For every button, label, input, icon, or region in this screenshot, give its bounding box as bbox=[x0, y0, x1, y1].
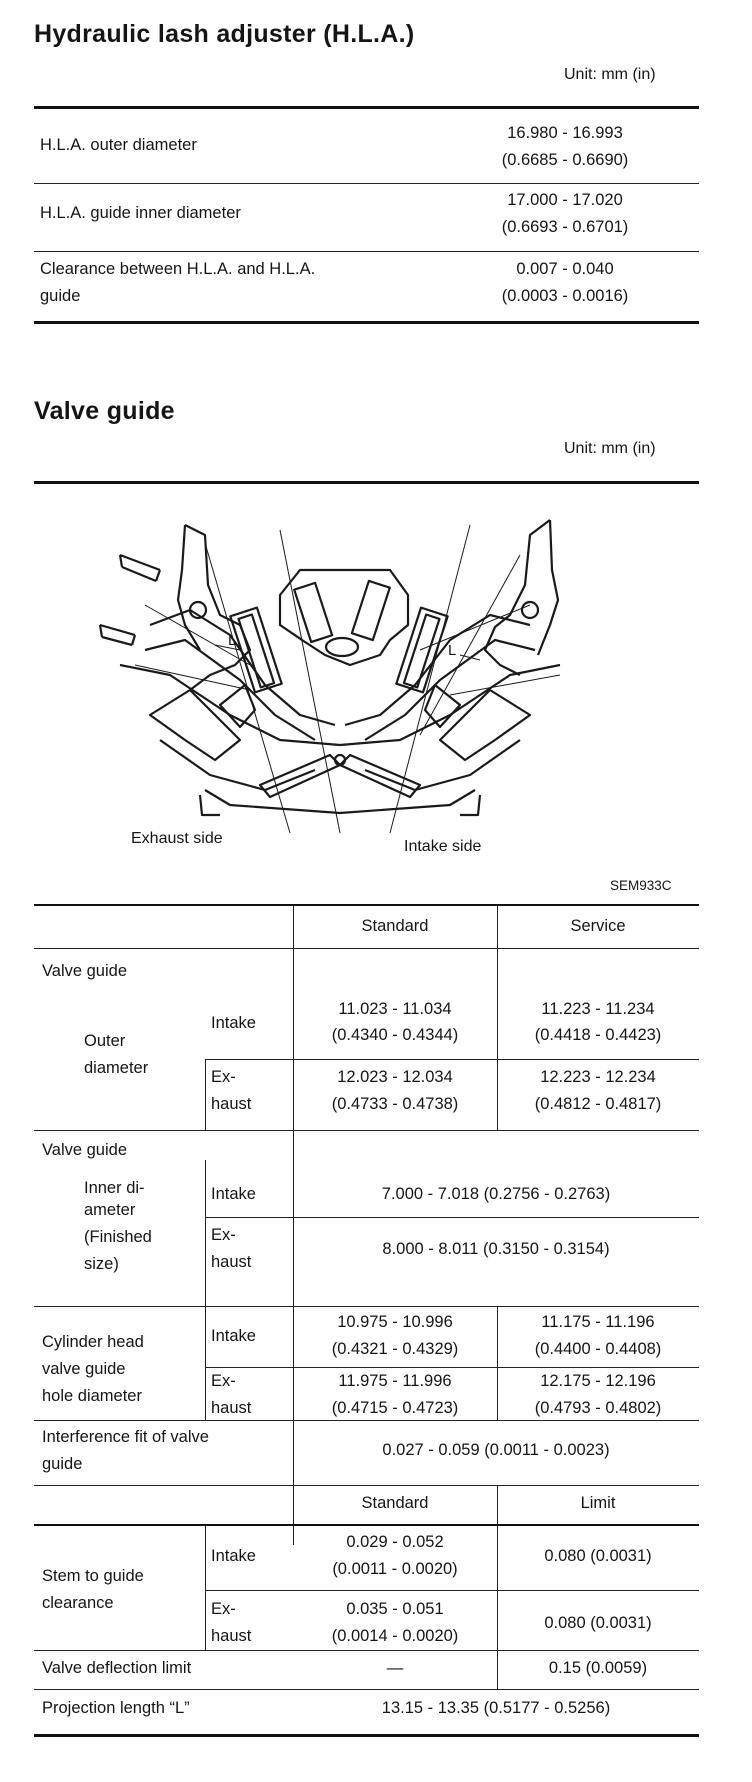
inner-sub-line3: (Finished bbox=[84, 1228, 152, 1246]
hla-row1-label: H.L.A. outer diameter bbox=[40, 136, 197, 154]
hole-label-line1: Cylinder head bbox=[42, 1333, 144, 1351]
interference-value: 0.027 - 0.059 (0.0011 - 0.0023) bbox=[382, 1441, 610, 1459]
projection-value: 13.15 - 13.35 (0.5177 - 0.5256) bbox=[381, 1699, 611, 1717]
outer-mid-line bbox=[205, 1059, 699, 1060]
outer-intake-label: Intake bbox=[211, 1014, 256, 1032]
figure-label-l-right: L bbox=[448, 642, 457, 659]
stem-intake-limit: 0.080 (0.0031) bbox=[544, 1547, 652, 1565]
hla-divider-1 bbox=[34, 183, 699, 184]
hla-row3-value1: 0.007 - 0.040 bbox=[516, 260, 614, 278]
header-underline bbox=[34, 948, 699, 949]
hole-bottom-line bbox=[34, 1420, 699, 1421]
outer-group-label: Valve guide bbox=[42, 962, 128, 980]
header-service: Service bbox=[570, 917, 626, 935]
outer-sub-vline bbox=[205, 1060, 206, 1130]
inner-sub-vline bbox=[205, 1160, 206, 1306]
stem-bottom-line bbox=[34, 1650, 699, 1651]
inner-bottom-line bbox=[34, 1306, 699, 1307]
outer-exhaust-label-1: Ex- bbox=[211, 1068, 236, 1086]
inner-sub-line4: size) bbox=[84, 1255, 119, 1273]
outer-intake-svc-1: 11.223 - 11.234 bbox=[541, 1000, 655, 1018]
inner-exhaust-label-2: haust bbox=[211, 1253, 252, 1271]
hla-row3-label-line2: guide bbox=[40, 287, 81, 305]
hla-row2-value1: 17.000 - 17.020 bbox=[507, 191, 623, 209]
stem-intake-label: Intake bbox=[211, 1547, 256, 1565]
header2-standard: Standard bbox=[361, 1494, 429, 1512]
outer-exhaust-std-1: 12.023 - 12.034 bbox=[337, 1068, 453, 1086]
inner-sub-line2: ameter bbox=[84, 1201, 136, 1219]
projection-label: Projection length “L” bbox=[42, 1699, 190, 1717]
hole-intake-std-1: 10.975 - 10.996 bbox=[337, 1313, 453, 1331]
outer-bottom-line bbox=[34, 1130, 699, 1131]
inner-sub-line1: Inner di- bbox=[84, 1179, 145, 1197]
table-bottom-rule bbox=[34, 1734, 699, 1737]
stem-intake-std-2: (0.0011 - 0.0020) bbox=[332, 1560, 458, 1578]
outer-intake-svc-2: (0.4418 - 0.4423) bbox=[534, 1026, 662, 1044]
hla-row2-value2: (0.6693 - 0.6701) bbox=[501, 218, 629, 236]
hla-bottom-rule bbox=[34, 321, 699, 324]
stem-exhaust-label-1: Ex- bbox=[211, 1600, 236, 1618]
stem-exhaust-limit: 0.080 (0.0031) bbox=[544, 1614, 652, 1632]
header-standard: Standard bbox=[361, 917, 429, 935]
figure-code: SEM933C bbox=[610, 878, 672, 893]
hole-intake-label: Intake bbox=[211, 1327, 256, 1345]
stem-label-line1: Stem to guide bbox=[42, 1567, 144, 1585]
deflection-bottom-line bbox=[34, 1689, 699, 1690]
stem-exhaust-std-1: 0.035 - 0.051 bbox=[346, 1600, 444, 1618]
figure-label-l-left: L bbox=[228, 632, 237, 649]
hole-exhaust-std-2: (0.4715 - 0.4723) bbox=[331, 1399, 459, 1417]
hole-exhaust-svc-2: (0.4793 - 0.4802) bbox=[534, 1399, 662, 1417]
stem-exhaust-std-2: (0.0014 - 0.0020) bbox=[331, 1627, 459, 1645]
header2-underline bbox=[34, 1524, 699, 1526]
outer-sub-line1: Outer bbox=[84, 1032, 126, 1050]
stem-mid-line bbox=[205, 1590, 699, 1591]
valve-guide-unit: Unit: mm (in) bbox=[564, 440, 656, 457]
hole-exhaust-std-1: 11.975 - 11.996 bbox=[338, 1372, 452, 1390]
deflection-limit: 0.15 (0.0059) bbox=[548, 1659, 648, 1677]
header2-limit: Limit bbox=[580, 1494, 616, 1512]
inner-exhaust-label-1: Ex- bbox=[211, 1226, 236, 1244]
interference-bottom-line bbox=[34, 1485, 699, 1486]
vline-stem-sub bbox=[205, 1526, 206, 1650]
inner-group-label: Valve guide bbox=[42, 1141, 128, 1159]
hole-intake-svc-2: (0.4400 - 0.4408) bbox=[534, 1340, 662, 1358]
outer-exhaust-std-2: (0.4733 - 0.4738) bbox=[331, 1095, 459, 1113]
hla-unit: Unit: mm (in) bbox=[564, 66, 656, 83]
outer-intake-std-2: (0.4340 - 0.4344) bbox=[331, 1026, 459, 1044]
hole-exhaust-svc-1: 12.175 - 12.196 bbox=[540, 1372, 656, 1390]
stem-exhaust-label-2: haust bbox=[211, 1627, 252, 1645]
hla-top-rule bbox=[34, 106, 699, 109]
valve-guide-title: Valve guide bbox=[34, 397, 175, 425]
interference-label-line2: guide bbox=[42, 1455, 83, 1473]
hla-row2-label: H.L.A. guide inner diameter bbox=[40, 204, 241, 222]
outer-intake-std-1: 11.023 - 11.034 bbox=[338, 1000, 452, 1018]
stem-label-line2: clearance bbox=[42, 1594, 114, 1612]
hole-intake-svc-1: 11.175 - 11.196 bbox=[541, 1313, 655, 1331]
inner-top-sub-line bbox=[205, 1160, 293, 1161]
hla-title: Hydraulic lash adjuster (H.L.A.) bbox=[34, 20, 415, 48]
hole-label-line2: valve guide bbox=[42, 1360, 126, 1378]
inner-mid-line bbox=[205, 1217, 699, 1218]
hla-row3-label-line1: Clearance between H.L.A. and H.L.A. bbox=[40, 260, 316, 278]
hole-label-line3: hole diameter bbox=[42, 1387, 142, 1405]
table-top-rule bbox=[34, 904, 699, 906]
hla-row1-value2: (0.6685 - 0.6690) bbox=[501, 151, 629, 169]
stem-intake-std-1: 0.029 - 0.052 bbox=[346, 1533, 444, 1551]
outer-sub-line2: diameter bbox=[84, 1059, 149, 1077]
outer-exhaust-svc-2: (0.4812 - 0.4817) bbox=[534, 1095, 662, 1113]
hole-intake-std-2: (0.4321 - 0.4329) bbox=[331, 1340, 459, 1358]
outer-exhaust-label-2: haust bbox=[211, 1095, 252, 1113]
deflection-standard: — bbox=[386, 1659, 404, 1677]
valve-guide-diagram bbox=[90, 515, 590, 835]
interference-label-line1: Interference fit of valve bbox=[42, 1428, 209, 1446]
figure-intake-side-label: Intake side bbox=[404, 838, 482, 855]
hla-row3-value2: (0.0003 - 0.0016) bbox=[501, 287, 629, 305]
hole-exhaust-label-1: Ex- bbox=[211, 1372, 236, 1390]
figure-exhaust-side-label: Exhaust side bbox=[131, 830, 223, 847]
inner-intake-label: Intake bbox=[211, 1185, 256, 1203]
hla-divider-2 bbox=[34, 251, 699, 252]
outer-exhaust-svc-1: 12.223 - 12.234 bbox=[540, 1068, 656, 1086]
hole-sub-vline bbox=[205, 1306, 206, 1420]
deflection-label: Valve deflection limit bbox=[42, 1659, 192, 1677]
inner-intake-value: 7.000 - 7.018 (0.2756 - 0.2763) bbox=[381, 1185, 611, 1203]
hla-row1-value1: 16.980 - 16.993 bbox=[507, 124, 623, 142]
hole-exhaust-label-2: haust bbox=[211, 1399, 252, 1417]
inner-exhaust-value: 8.000 - 8.011 (0.3150 - 0.3154) bbox=[382, 1240, 610, 1258]
valve-guide-top-rule bbox=[34, 481, 699, 484]
